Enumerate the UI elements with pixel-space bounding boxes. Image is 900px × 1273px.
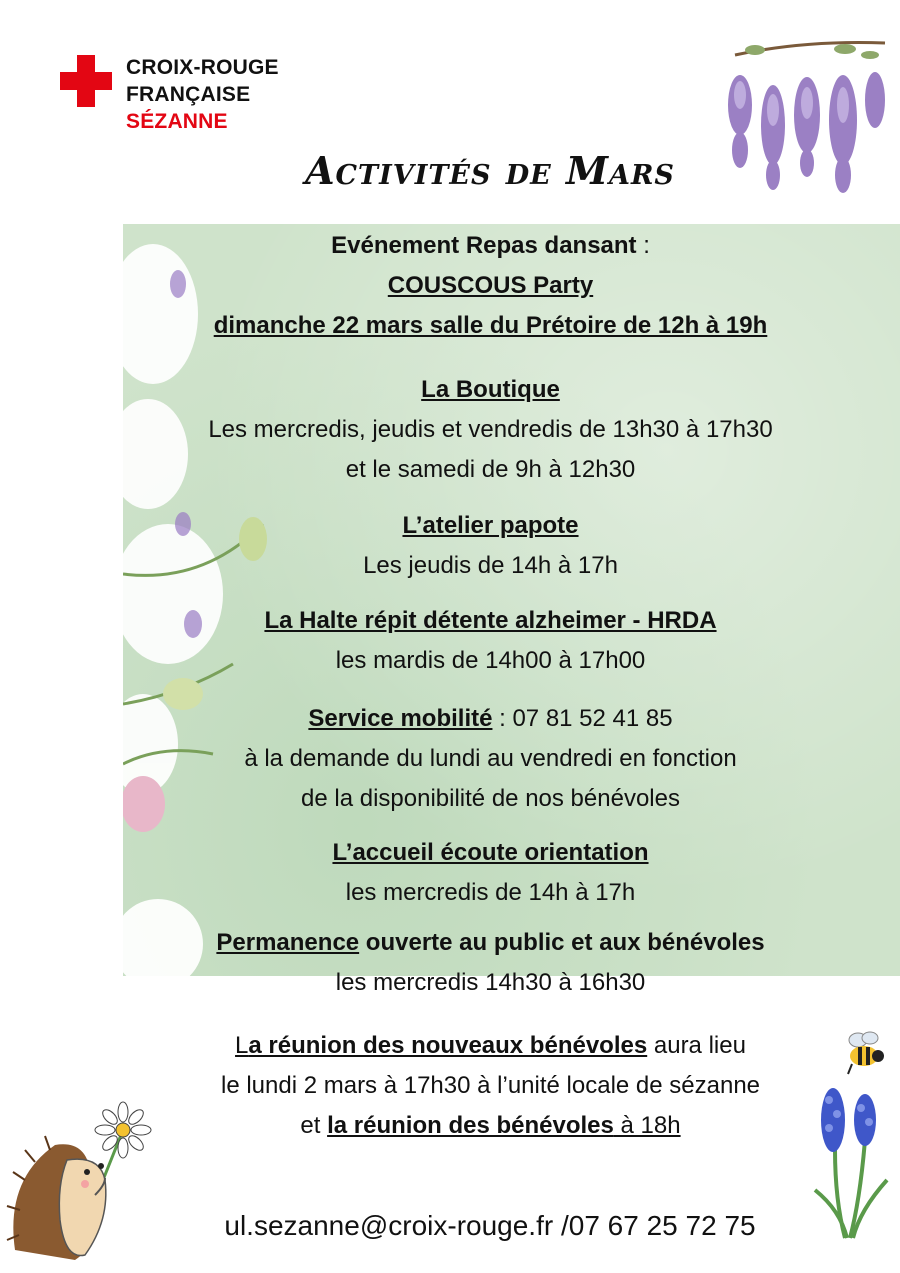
bee-icon: [838, 1028, 890, 1080]
accueil-heading: L’accueil écoute orientation: [332, 839, 649, 866]
mobilite-line-2: de la disponibilité de nos bénévoles: [301, 785, 680, 812]
accueil-section: [123, 833, 858, 913]
atelier-heading: L’atelier papote: [402, 512, 579, 539]
grape-hyacinth-icon: [805, 1080, 895, 1240]
boutique-line-1: Les mercredis, jeudis et vendredis de 13h30 à 17h30: [208, 416, 773, 443]
atelier-section: [123, 506, 858, 586]
halte-line-1: les mardis de 14h00 à 17h00: [335, 647, 646, 674]
org-city: SÉZANNE: [126, 110, 228, 133]
reunion-line-3: et la réunion des bénévoles à 18h: [300, 1112, 681, 1139]
event-label: Evénement Repas dansant :: [331, 232, 650, 259]
contact-email[interactable]: ul.sezanne@croix-rouge.fr: [224, 1210, 554, 1241]
org-line-1: CROIX-ROUGE: [126, 56, 279, 79]
event-details: dimanche 22 mars salle du Prétoire de 12h à 19h: [213, 312, 768, 339]
boutique-section: [123, 370, 858, 490]
event-section: [123, 226, 858, 346]
permanence-line-1: les mercredis 14h30 à 16h30: [335, 969, 646, 996]
reunion-line-2: le lundi 2 mars à 17h30 à l’unité locale de sézanne: [220, 1072, 761, 1099]
halte-section: [123, 601, 858, 681]
boutique-heading: La Boutique: [421, 376, 560, 403]
mobilite-section: [123, 699, 858, 819]
reunion-section: [123, 1026, 858, 1146]
hedgehog-icon: [5, 1100, 155, 1270]
permanence-heading: Permanence ouverte au public et aux bénévoles: [216, 929, 765, 956]
mobilite-heading: Service mobilité : 07 81 52 41 85: [308, 705, 673, 732]
contact-phone: /07 67 25 72 75: [553, 1210, 756, 1241]
permanence-section: [123, 923, 858, 1003]
event-name: COUSCOUS Party: [387, 272, 594, 299]
daisy-icon: [95, 1102, 151, 1180]
mobilite-line-1: à la demande du lundi au vendredi en fonction: [244, 745, 737, 772]
red-cross-icon: [60, 55, 112, 107]
atelier-line-1: Les jeudis de 14h à 17h: [363, 552, 618, 579]
organization-name: [126, 54, 279, 135]
boutique-line-2: et le samedi de 9h à 12h30: [345, 456, 636, 483]
page-title: Activités de Mars: [305, 148, 675, 193]
mobilite-phone: : 07 81 52 41 85: [492, 705, 673, 732]
halte-heading: La Halte répit détente alzheimer - HRDA: [264, 607, 717, 634]
org-line-2: FRANÇAISE: [126, 83, 251, 106]
accueil-line-1: les mercredis de 14h à 17h: [345, 879, 636, 906]
reunion-line-1: La réunion des nouveaux bénévoles aura lieu: [235, 1032, 746, 1059]
